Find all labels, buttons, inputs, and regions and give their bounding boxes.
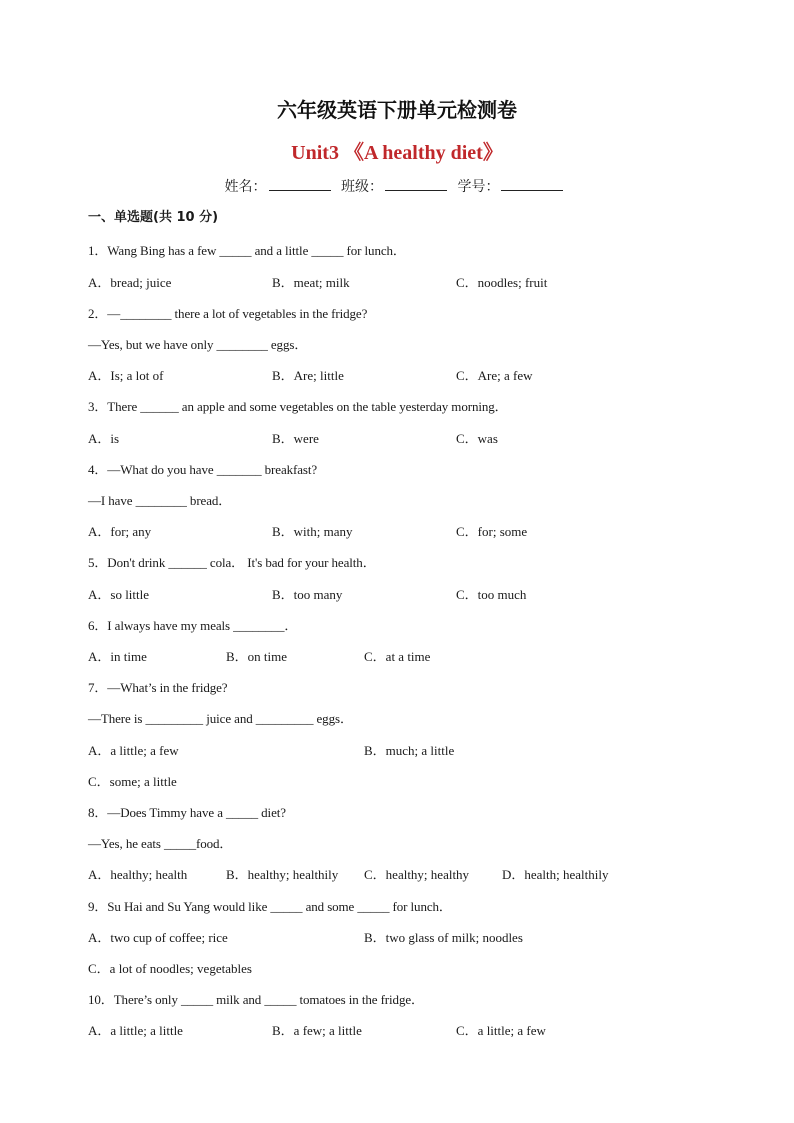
question-10-option-c: C．a little; a few (456, 1023, 546, 1038)
question-2-option-c: C．Are; a few (456, 368, 533, 383)
question-5-option-a: A．so little (88, 587, 150, 602)
question-6-stem: 6．I always have my meals ________． (88, 618, 298, 633)
question-3-option-b: B．were (272, 431, 319, 446)
question-5-stem: 5．Don't drink ______ cola． It's bad for your health． (88, 555, 376, 570)
name-label: 姓名： (224, 179, 267, 195)
section-heading: 一、单选题(共 10 分) (88, 210, 219, 225)
question-7-option-b: B．much; a little (364, 743, 455, 758)
question-4-stem-line2: —I have ________ bread． (88, 493, 232, 508)
question-10-option-b: B．a few; a little (272, 1023, 362, 1038)
question-7-option-c: C．some; a little (88, 774, 177, 789)
class-blank[interactable] (385, 178, 447, 191)
question-5-option-b: B．too many (272, 587, 343, 602)
question-2-stem-line2: —Yes, but we have only ________ eggs． (88, 337, 308, 352)
id-blank[interactable] (501, 178, 563, 191)
question-2-option-a: A．Is; a lot of (88, 368, 164, 383)
question-2-option-b: B．Are; little (272, 368, 344, 383)
unit-subtitle: Unit3 《A healthy diet》 (291, 142, 503, 164)
question-6-option-a: A．in time (88, 649, 147, 664)
name-blank[interactable] (269, 178, 331, 191)
question-9-option-c: C．a lot of noodles; vegetables (88, 961, 252, 976)
question-9-stem: 9．Su Hai and Su Yang would like _____ and some _____ for lunch． (88, 899, 452, 914)
question-3-option-c: C．was (456, 431, 498, 446)
id-label: 学号： (457, 179, 500, 195)
student-info (0, 176, 794, 196)
question-4-stem: 4．—What do you have _______ breakfast? (88, 462, 318, 477)
page-title: 六年级英语下册单元检测卷 (277, 98, 517, 122)
question-8-stem: 8．—Does Timmy have a _____ diet? (88, 805, 286, 820)
question-8-option-d: D．health; healthily (502, 867, 609, 882)
question-3-option-a: A．is (88, 431, 120, 446)
question-1-stem: 1．Wang Bing has a few _____ and a little _____ for lunch． (88, 243, 406, 258)
question-8-option-b: B．healthy; healthily (226, 867, 339, 882)
question-10-option-a: A．a little; a little (88, 1023, 183, 1038)
question-4-option-c: C．for; some (456, 524, 528, 539)
question-9-option-b: B．two glass of milk; noodles (364, 930, 523, 945)
question-8-option-a: A．healthy; health (88, 867, 188, 882)
question-10-stem: 10．There’s only _____ milk and _____ tomatoes in the fridge． (88, 992, 424, 1007)
question-7-option-a: A．a little; a few (88, 743, 179, 758)
question-5-option-c: C．too much (456, 587, 527, 602)
question-8-option-c: C．healthy; healthy (364, 867, 470, 882)
question-1-option-a: A．bread; juice (88, 275, 172, 290)
question-1-option-c: C．noodles; fruit (456, 275, 548, 290)
question-7-stem: 7．—What’s in the fridge? (88, 680, 228, 695)
question-4-option-b: B．with; many (272, 524, 353, 539)
question-7-stem-line2: —There is _________ juice and _________ eggs． (88, 711, 353, 726)
question-3-stem: 3．There ______ an apple and some vegetables on the table yesterday morning． (88, 399, 508, 414)
question-6-option-c: C．at a time (364, 649, 431, 664)
question-4-option-a: A．for; any (88, 524, 152, 539)
question-9-option-a: A．two cup of coffee; rice (88, 930, 228, 945)
question-2-stem: 2．—________ there a lot of vegetables in the fridge? (88, 306, 368, 321)
question-6-option-b: B．on time (226, 649, 288, 664)
question-1-option-b: B．meat; milk (272, 275, 350, 290)
class-label: 班级： (341, 179, 383, 195)
question-8-stem-line2: —Yes, he eats _____food． (88, 836, 233, 851)
